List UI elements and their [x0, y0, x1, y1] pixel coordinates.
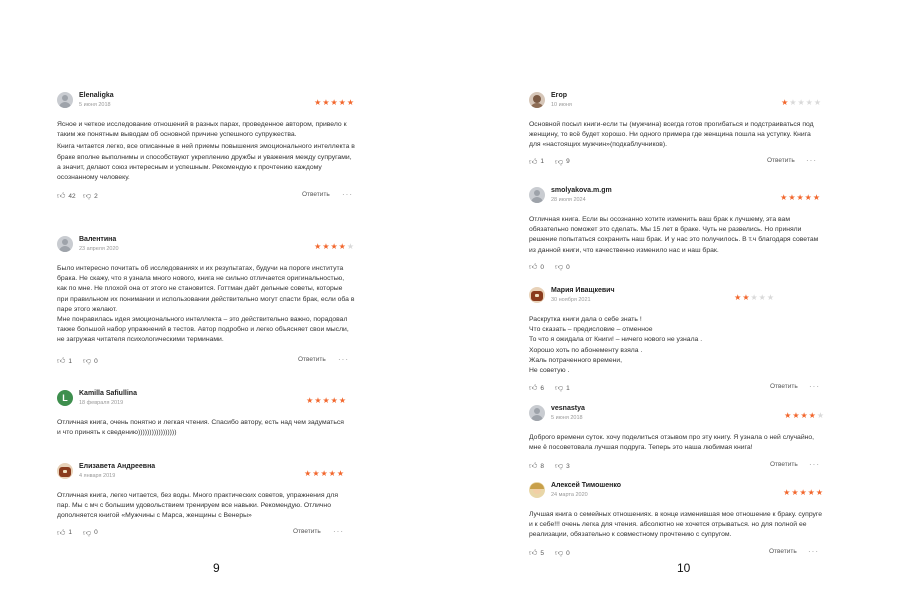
dislike-button[interactable] [555, 157, 570, 167]
thumb-down-icon: 👎︎ [555, 262, 564, 271]
review-paragraph: Хорошо хоть по абонементу взяла . [529, 346, 643, 354]
review-text [57, 264, 355, 348]
review-actions [529, 548, 824, 560]
review-paragraph: Отличная книга, легко читается, без воды. Много практических советов, упражнения для пар. Мы с мч с большим удовольствием тренируем все навыки. Рекомендую. Отлично дополняется книгой «Мужчины с Марса, женщины с Венеры» [57, 492, 339, 520]
review-card [57, 92, 355, 203]
like-button[interactable] [57, 191, 76, 201]
page-number: 10 [677, 561, 691, 575]
review-date: 23 апреля 2020 [79, 246, 119, 252]
star-filled-icon: ★ [791, 488, 800, 497]
dislike-button[interactable] [83, 191, 98, 201]
review-date: 5 июня 2018 [551, 415, 583, 421]
reviewer-name: Kamilla Safiullina [79, 390, 137, 397]
dislike-count: 0 [94, 529, 98, 537]
review-text [529, 433, 825, 454]
avatar [529, 287, 545, 303]
more-dots-icon[interactable]: ··· [338, 355, 349, 364]
review-header [529, 92, 822, 116]
review-paragraph: Было интересно почитать об исследованиях и их результатах, будучи на пороге института брака. Не скажу, что я узнала много нового, книга не сильно отличается оригинальностью, как по мне. Не плохой она от этого не становится. Готтман даёт дельные советы, которые при правильном их понимании и использовании действительно могут спасти брак, если оба в паре этого желают. [57, 265, 355, 313]
review-actions [57, 528, 345, 540]
dislike-count: 9 [566, 158, 570, 166]
thumb-up-icon: 👍︎ [529, 262, 538, 271]
review-text [529, 510, 824, 541]
review-actions [57, 356, 355, 368]
thumb-down-icon: 👎︎ [555, 156, 564, 166]
like-count: 6 [540, 384, 544, 392]
reviewer-name: Алексей Тимошенко [551, 482, 622, 489]
rating-stars [781, 98, 822, 107]
rating-stars [304, 469, 345, 478]
star-filled-icon: ★ [788, 193, 797, 202]
review-card [529, 287, 821, 395]
star-filled-icon: ★ [330, 396, 339, 405]
review-date: 4 января 2019 [79, 473, 116, 479]
review-paragraph: Отличная книга, очень понятно и легкая чтения. Спасибо автору, есть над чем задуматься и что принять к сведению))))))))))))))))) [57, 419, 344, 437]
reviewer-name: Елизавета Андреевна [79, 463, 156, 470]
like-count: 5 [540, 549, 544, 557]
star-filled-icon: ★ [314, 396, 323, 405]
star-filled-icon: ★ [781, 98, 790, 107]
reviewer-name: Валентина [79, 236, 117, 243]
more-dots-icon[interactable]: ··· [808, 547, 819, 556]
more-dots-icon[interactable]: ··· [342, 190, 353, 200]
star-filled-icon: ★ [799, 488, 808, 497]
review-card [57, 236, 355, 368]
star-filled-icon: ★ [328, 469, 337, 478]
review-paragraph: Лучшая книга о семейных отношениях. в конце изменившая мое отношение к браку. супруге и к себе!!! очень легка для чтения. абсолютно не хочется отрываться. но для полной ее реализации, обязательно к совместному прочтению с супругом. [529, 511, 823, 539]
review-paragraph: Что сказать – предисловие – отменное [529, 326, 653, 334]
reviewer-name: Егор [551, 92, 568, 99]
star-empty-icon: ★ [789, 98, 798, 107]
rating-stars [784, 411, 825, 420]
review-date: 18 февраля 2019 [79, 400, 124, 406]
thumb-up-icon: 👍︎ [529, 548, 538, 557]
more-dots-icon[interactable]: ··· [809, 382, 820, 392]
review-card [57, 463, 345, 540]
review-header [57, 92, 355, 116]
dislike-count: 1 [566, 384, 570, 392]
avatar [529, 92, 545, 108]
star-filled-icon: ★ [314, 242, 323, 251]
star-filled-icon: ★ [807, 488, 816, 497]
review-actions [529, 262, 821, 274]
review-paragraph: Раскрутка книги дала о себе знать ! [529, 316, 642, 323]
star-empty-icon: ★ [758, 293, 767, 302]
dislike-button[interactable] [555, 383, 570, 393]
review-paragraph: Жаль потраченного времени, [529, 356, 623, 364]
more-dots-icon[interactable]: ··· [333, 526, 344, 536]
like-button[interactable] [57, 528, 72, 538]
star-filled-icon: ★ [338, 98, 347, 107]
reply-button[interactable]: Ответить [767, 156, 795, 164]
star-filled-icon: ★ [320, 469, 329, 478]
like-button[interactable] [529, 461, 544, 471]
review-actions [57, 191, 355, 203]
thumb-up-icon: 👍︎ [57, 527, 66, 537]
star-filled-icon: ★ [808, 411, 817, 420]
rating-stars [780, 193, 821, 202]
reviewer-name: vesnastya [551, 405, 585, 412]
review-card [57, 390, 347, 440]
star-filled-icon: ★ [322, 242, 331, 251]
star-filled-icon: ★ [734, 293, 743, 302]
thumb-up-icon: 👍︎ [529, 383, 538, 393]
dislike-count: 0 [94, 357, 98, 365]
review-paragraph: Ясное и четкое исследование отношений в разных парах, проведенное автором, привело к таким же понятным выводам об основной причине успешного супружества. [57, 121, 347, 139]
thumb-down-icon: 👎︎ [83, 356, 92, 365]
like-button[interactable] [529, 262, 544, 272]
review-paragraph: Доброго времени суток. хочу поделиться отзывом про эту книгу. Я узнала о ней случайно, мне ё посоветовала лучшая подруга. Теперь это наша любимая книга! [529, 434, 815, 452]
rating-stars [306, 396, 347, 405]
review-card [529, 187, 821, 274]
avatar [57, 463, 73, 479]
star-filled-icon: ★ [780, 193, 789, 202]
review-header [57, 236, 355, 260]
review-paragraph: Отличная книга. Если вы осознанно хотите изменить ваш брак к лучшему, эта вам обязательно поможет это сделать. Мы 15 лет в браке. Чуть не развелись. Но приняли решение попытаться сохранить наш брак. И у нас это получилось. В т.ч благодаря советам из данной книги, что качественно изменило нас и наш брак. [529, 216, 819, 254]
like-count: 0 [540, 263, 544, 271]
thumb-down-icon: 👎︎ [555, 383, 564, 393]
reply-button[interactable]: Ответить [293, 527, 321, 535]
rating-stars [783, 488, 824, 497]
star-empty-icon: ★ [750, 293, 759, 302]
like-button[interactable] [529, 383, 544, 393]
star-filled-icon: ★ [796, 193, 805, 202]
star-filled-icon: ★ [304, 469, 313, 478]
review-paragraph: Основной посыл книги-если ты (мужчина) всегда готов прогибаться и подстраиваться под женщину, то всё будет хорошо. Ни одного примера где женщина пошла на уступку. Книга для «настоящих мужчин»(подкаблучников). [529, 121, 814, 149]
dislike-count: 0 [566, 549, 570, 557]
reviewer-name: smolyakova.m.gm [551, 187, 612, 194]
star-filled-icon: ★ [322, 396, 331, 405]
review-header [529, 405, 825, 429]
thumb-up-icon: 👍︎ [529, 461, 538, 470]
review-paragraph: Книга читается легко, все описанные в ней приемы повышения эмоционального интеллекта в браке вполне выполнимы и способствуют укреплению дружбы и уважения между супругами, а значит, делают союз интересным и успешным. Рекомендую к прочтению каждому осознанному человеку. [57, 143, 355, 182]
star-empty-icon: ★ [816, 411, 825, 420]
dislike-button[interactable] [83, 528, 98, 538]
review-date: 24 марта 2020 [551, 492, 588, 498]
review-date: 10 июня [551, 102, 572, 108]
avatar: L [57, 390, 73, 406]
like-button[interactable] [57, 356, 72, 366]
dislike-button[interactable] [555, 461, 570, 471]
thumb-up-icon: 👍︎ [529, 156, 538, 166]
star-filled-icon: ★ [330, 98, 339, 107]
star-empty-icon: ★ [346, 242, 355, 251]
like-count: 1 [540, 158, 544, 166]
review-text [57, 120, 355, 183]
thumb-down-icon: 👎︎ [83, 191, 92, 201]
review-actions [529, 461, 825, 473]
like-count: 1 [68, 529, 72, 537]
star-filled-icon: ★ [306, 396, 315, 405]
review-text [57, 491, 345, 522]
thumb-down-icon: 👎︎ [83, 527, 92, 537]
review-date: 30 ноября 2021 [551, 297, 591, 303]
star-filled-icon: ★ [330, 242, 339, 251]
review-paragraph: То что я ожидала от Книги! – ничего нового не узнала . [529, 336, 703, 344]
thumb-down-icon: 👎︎ [555, 461, 564, 470]
review-date: 5 июня 2018 [79, 102, 111, 108]
like-button[interactable] [529, 548, 544, 558]
like-count: 1 [68, 357, 72, 365]
thumb-down-icon: 👎︎ [555, 548, 564, 557]
reviewer-name: Мария Иващкевич [551, 287, 615, 294]
review-card [529, 92, 822, 169]
page-number: 9 [213, 561, 220, 575]
reply-button[interactable]: Ответить [298, 356, 326, 363]
star-filled-icon: ★ [322, 98, 331, 107]
star-filled-icon: ★ [338, 242, 347, 251]
star-filled-icon: ★ [312, 469, 321, 478]
more-dots-icon[interactable]: ··· [806, 155, 817, 165]
review-actions [529, 157, 822, 169]
avatar [529, 405, 545, 421]
star-empty-icon: ★ [766, 293, 775, 302]
avatar [57, 92, 73, 108]
review-header [529, 482, 824, 506]
star-filled-icon: ★ [338, 396, 347, 405]
rating-stars [314, 98, 355, 107]
review-text [529, 120, 822, 151]
thumb-up-icon: 👍︎ [57, 356, 66, 365]
review-card [529, 482, 824, 560]
dislike-button[interactable] [83, 356, 98, 366]
star-filled-icon: ★ [314, 98, 323, 107]
star-empty-icon: ★ [797, 98, 806, 107]
rating-stars [314, 242, 355, 251]
dislike-button[interactable] [555, 548, 570, 558]
like-count: 8 [540, 462, 544, 470]
reply-button[interactable]: Ответить [770, 461, 798, 468]
review-text [57, 418, 347, 440]
review-date: 28 июля 2024 [551, 197, 586, 203]
reply-button[interactable]: Ответить [770, 383, 798, 391]
star-filled-icon: ★ [346, 98, 355, 107]
star-filled-icon: ★ [742, 293, 751, 302]
avatar [57, 236, 73, 252]
right-page [450, 0, 900, 604]
like-button[interactable] [529, 157, 544, 167]
reviewer-name: Elenaligka [79, 92, 114, 99]
dislike-count: 0 [566, 263, 570, 271]
review-actions [529, 383, 821, 395]
star-filled-icon: ★ [812, 193, 821, 202]
review-text [529, 215, 821, 257]
review-header [57, 390, 347, 414]
more-dots-icon[interactable]: ··· [809, 460, 820, 469]
star-filled-icon: ★ [815, 488, 824, 497]
like-count: 42 [68, 192, 76, 200]
dislike-count: 3 [566, 462, 570, 470]
dislike-button[interactable] [555, 262, 570, 272]
avatar [529, 187, 545, 203]
star-filled-icon: ★ [783, 488, 792, 497]
star-filled-icon: ★ [804, 193, 813, 202]
review-paragraph: Мне понравилась идея эмоционального интеллекта – это действительно важно, порадовал также большой набор упражнений в тестов. Автор подробно и легко объясняет свои мысли, не загружая читателя психологическими терминами. [57, 316, 349, 344]
star-empty-icon: ★ [805, 98, 814, 107]
star-filled-icon: ★ [792, 411, 801, 420]
review-header [529, 187, 821, 211]
review-header [57, 463, 345, 487]
reply-button[interactable]: Ответить [769, 548, 797, 555]
star-filled-icon: ★ [800, 411, 809, 420]
review-card [529, 405, 825, 473]
reply-button[interactable]: Ответить [302, 191, 330, 199]
star-empty-icon: ★ [813, 98, 822, 107]
review-text [529, 315, 821, 376]
star-filled-icon: ★ [784, 411, 793, 420]
rating-stars [734, 293, 775, 302]
thumb-up-icon: 👍︎ [57, 191, 66, 201]
avatar [529, 482, 545, 498]
review-paragraph: Не советую . [529, 367, 570, 375]
star-filled-icon: ★ [336, 469, 345, 478]
dislike-count: 2 [94, 192, 98, 200]
review-header [529, 287, 821, 311]
